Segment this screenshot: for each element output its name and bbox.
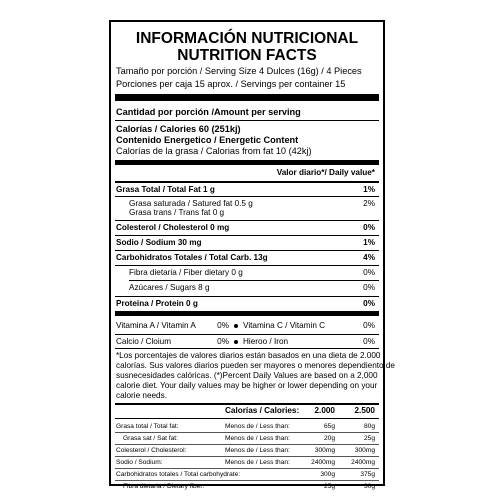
divider <box>115 220 379 221</box>
reference-nutrient: Sodio / Sodium: <box>116 459 163 466</box>
footnote-line: calorie needs. <box>116 391 167 400</box>
nutrient-trans-fat: Grasa trans / Trans fat 0 g <box>129 208 225 217</box>
reference-value-2500: 30g <box>363 483 375 490</box>
nutrient-sodium: Sodio / Sodium 30 mg <box>116 238 202 247</box>
vitamin-c-pct: 0% <box>363 321 375 330</box>
divider <box>115 468 379 469</box>
serving-size: Tamaño por porción / Serving Size 4 Dulces (16g) / 4 Pieces <box>116 66 362 76</box>
divider-thick <box>115 311 379 316</box>
divider <box>115 456 379 457</box>
footnote-line: calorías. Sus valores diarios pueden ser mayores o menores dependiento de <box>116 361 395 370</box>
nutrient-total-fat: Grasa Total / Total Fat 1 g <box>116 185 215 194</box>
nutrition-facts-label <box>109 20 395 490</box>
daily-value-header: Valor diario*/ Daily value* <box>276 168 375 177</box>
divider <box>129 280 379 281</box>
footnote-line: susnecesidades calóricas. (*)Percent Daily Values are based on a 2,000 <box>116 371 378 380</box>
divider <box>115 444 379 445</box>
nutrient-protein-pct: 0% <box>363 299 375 308</box>
divider <box>115 296 379 297</box>
divider <box>115 196 379 197</box>
nutrient-total-fat-pct: 1% <box>363 185 375 194</box>
nutrient-protein: Proteina / Protein 0 g <box>116 299 198 308</box>
reference-value-2000: 2400mg <box>311 459 335 466</box>
reference-nutrient: Fibra dietaria / Dietary fiber: <box>123 483 205 490</box>
servings-per-container: Porciones per caja 15 aprox. / Servings per container 15 <box>116 79 346 89</box>
calcium-pct: 0% <box>217 337 229 346</box>
reference-col-2000: 2.000 <box>314 406 335 415</box>
nutrient-cholesterol-pct: 0% <box>363 223 375 232</box>
reference-value-2000: 300g <box>320 471 335 478</box>
divider <box>115 432 379 433</box>
reference-calories-label: Calorías / Calories: <box>225 406 300 415</box>
reference-limit: Menos de / Less than: <box>225 423 290 430</box>
nutrient-sugars-pct: 0% <box>363 283 375 292</box>
reference-value-2000: 20g <box>323 435 335 442</box>
reference-nutrient: Grasa sat / Sat fat: <box>123 435 178 442</box>
reference-nutrient: Colesterol / Cholesterol: <box>116 447 187 454</box>
reference-value-2500: 2400mg <box>351 459 375 466</box>
reference-value-2000: 65g <box>323 423 335 430</box>
reference-value-2500: 300mg <box>354 447 375 454</box>
nutrient-saturated-fat: Grasa saturada / Satured fat 0.5 g <box>129 199 253 208</box>
vitamin-c-label: Vitamina C / Vitamin C <box>243 321 326 330</box>
bullet-icon <box>234 340 238 344</box>
calcium-label: Calcio / Cloium <box>116 337 172 346</box>
nutrient-total-carb-pct: 4% <box>363 253 375 262</box>
iron-pct: 0% <box>363 337 375 346</box>
footnote-line: *Los porcentajes de valores diarios están basados en una dieta de 2.000 <box>116 351 381 360</box>
divider-thick <box>115 94 379 101</box>
title-spanish: INFORMACIÓN NUTRICIONAL <box>135 30 359 47</box>
divider <box>115 250 379 251</box>
reference-nutrient: Grasa total / Total fat: <box>116 423 179 430</box>
bullet-icon <box>234 324 238 328</box>
divider <box>115 348 379 349</box>
divider <box>115 403 379 405</box>
divider <box>115 265 379 266</box>
divider <box>115 334 379 335</box>
reference-value-2500: 375g <box>360 471 375 478</box>
energetic-content: Contenido Energetico / Energetic Content <box>116 135 299 145</box>
divider <box>115 480 379 481</box>
reference-limit: Menos de / Less than: <box>225 435 290 442</box>
divider <box>115 235 379 236</box>
nutrient-cholesterol: Colesterol / Cholesterol 0 mg <box>116 223 230 232</box>
nutrient-total-carb: Carbohidratos Totales / Total Carb. 13g <box>116 253 268 262</box>
nutrient-fiber-pct: 0% <box>363 268 375 277</box>
calories: Calorías / Calories 60 (251kj) <box>116 124 241 134</box>
footnote-line: calorie diet. Your daily values may be higher or lower depending on your <box>116 381 378 390</box>
reference-col-2500: 2.500 <box>354 406 375 415</box>
reference-value-2500: 25g <box>363 435 375 442</box>
calories-from-fat: Calorías de la grasa / Calorias from fat 10 (42kj) <box>116 146 312 156</box>
divider-thick <box>115 160 379 165</box>
reference-limit: Menos de / Less than: <box>225 459 290 466</box>
iron-label: Hieroo / Iron <box>243 337 289 346</box>
reference-value-2000: 300mg <box>314 447 335 454</box>
vitamin-a-pct: 0% <box>217 321 229 330</box>
reference-value-2500: 80g <box>363 423 375 430</box>
divider <box>115 181 379 183</box>
reference-limit: Menos de / Less than: <box>225 447 290 454</box>
reference-nutrient: Carbohidratos totales / Total carbohydrate: <box>116 471 241 478</box>
divider <box>115 120 379 121</box>
amount-per-serving-heading: Cantidad por porción /Amount per serving <box>116 107 301 117</box>
nutrient-saturated-fat-pct: 2% <box>363 199 375 208</box>
nutrient-sodium-pct: 1% <box>363 238 375 247</box>
title-english: NUTRITION FACTS <box>177 47 317 64</box>
vitamin-a-label: Vitamina A / Vitamin A <box>116 321 196 330</box>
nutrient-sugars: Azúcares / Sugars 8 g <box>129 283 210 292</box>
reference-value-2000: 25g <box>323 483 335 490</box>
divider <box>115 418 379 419</box>
nutrient-fiber: Fibra dietaria / Fiber dietary 0 g <box>129 268 243 277</box>
